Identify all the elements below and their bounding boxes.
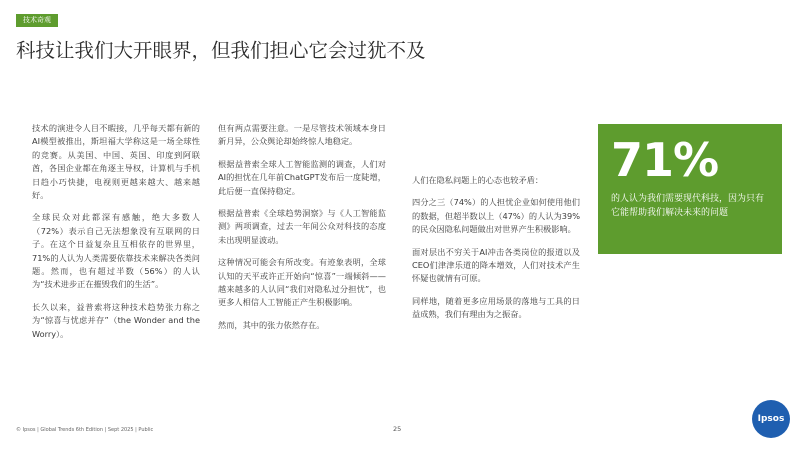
paragraph: 全球民众对此都深有感触，绝大多数人（72%）表示自己无法想象没有互联网的日子。在这个日益复杂且互相依存的世界里，71%的人认为人类需要依靠技术来解决各类问题。然而，也有超过半数（56%）的人认为“技术进步正在摧毁我们的生活”。 (32, 212, 200, 290)
paragraph: 然而，其中的张力依然存在。 (218, 319, 325, 330)
paragraph: 但有两点需要注意。一是尽管技术领域本身日新月异，公众舆论却始终惊人地稳定。 (218, 123, 386, 147)
paragraph: 人们在隐私问题上的心态也较矛盾： (412, 175, 544, 185)
footer-source: © Ipsos | Global Trends 6th Edition | Sept 2025 | Public (16, 427, 154, 433)
section-tag: 技术奇观 (16, 14, 58, 27)
logo-text: Ipsos (757, 414, 785, 424)
stat-description: 的人认为我们需要现代科技，因为只有它能帮助我们解决未来的问题 (611, 194, 765, 218)
paragraph: 根据益普索全球人工智能监测的调查，人们对AI的担忧在几年前ChatGPT发布后一度陡增，此后便一直保持稳定。 (218, 158, 386, 196)
text-column-3 (412, 174, 580, 331)
ipsos-logo (752, 400, 790, 438)
stat-callout (598, 124, 782, 254)
paragraph: 技术的演进令人目不暇接，几乎每天都有新的AI模型被推出，斯坦福大学称这是一场全球性的竞赛。从美国、中国、英国、印度到阿联酋，各国企业都在角逐主导权，计算机与手机日趋小巧快捷，电视则更越来越大、越来越好。 (32, 123, 200, 201)
paragraph: 面对层出不穷关于AI冲击各类岗位的报道以及CEO们津津乐道的降本增效，人们对技术产生怀疑也就情有可原。 (412, 246, 580, 284)
text-column-1 (32, 122, 200, 350)
page-title: 科技让我们大开眼界，但我们担心它会过犹不及 (16, 39, 426, 62)
paragraph: 这种情况可能会有所改变。有迹象表明，全球认知的天平或许正开始向“惊喜”一端倾斜——越来越多的人认同“我们对隐私过分担忧”，也更多人相信人工智能正产生积极影响。 (218, 257, 386, 308)
paragraph: 根据益普索《全球趋势洞察》与《人工智能监测》两项调查，过去一年间公众对科技的态度未出现明显波动。 (218, 208, 386, 245)
text-column-2 (218, 122, 386, 341)
page-number: 25 (393, 425, 402, 433)
paragraph: 长久以来，益普索将这种技术趋势张力称之为“惊喜与忧虑并存”（the Wonder and the Worry）。 (32, 301, 200, 339)
paragraph: 同样地，随着更多应用场景的落地与工具的日益成熟，我们有理由为之振奋。 (412, 295, 580, 320)
paragraph: 四分之三（74%）的人担忧企业如何使用他们的数据，但超半数以上（47%）的人认为39%的民众因隐私问题做出对世界产生积极影响。 (412, 197, 580, 235)
stat-percent: 71% (611, 133, 719, 187)
